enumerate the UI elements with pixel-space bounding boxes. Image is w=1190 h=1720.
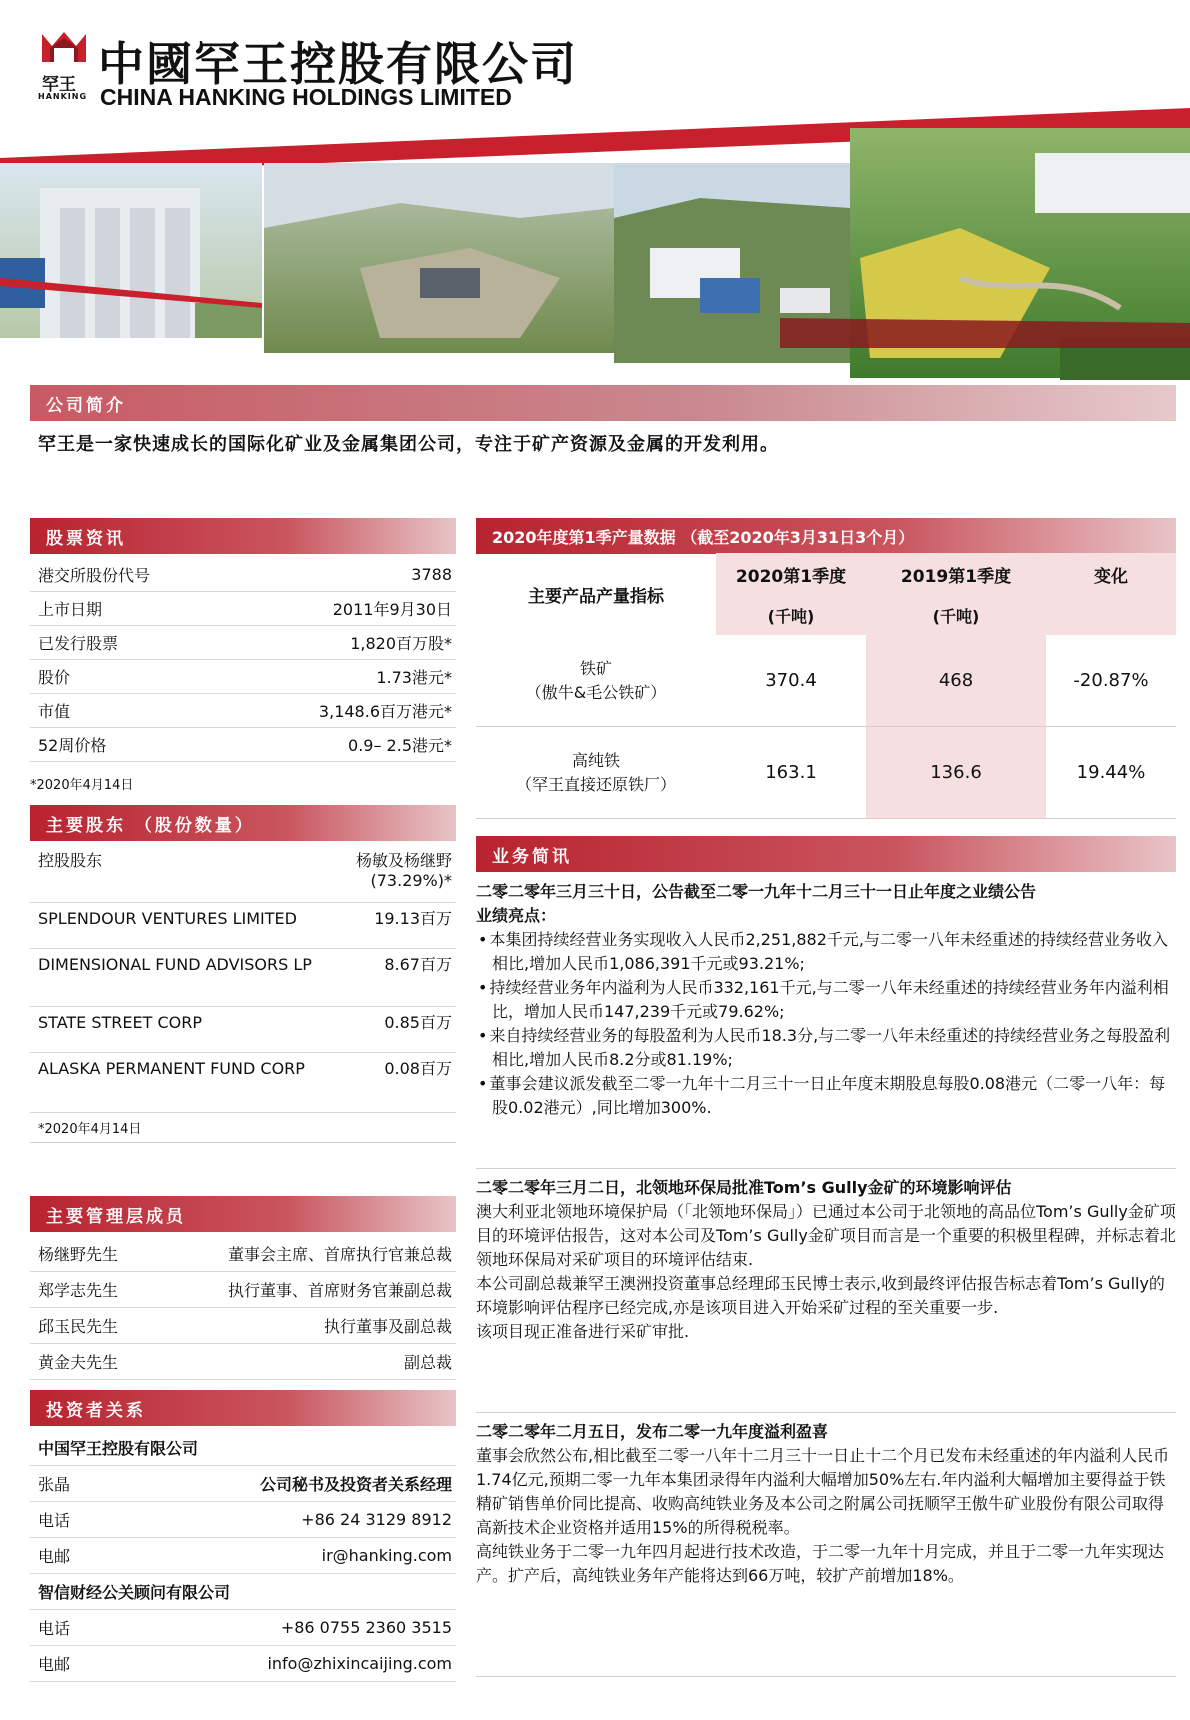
list-item: • 持续经营业务年内溢利为人民币332,161千元,与二零一八年未经重述的持续经营业务年内溢利相比，增加人民币147,239千元或79.62%; [476, 976, 1176, 1024]
profile-section-header: 公司简介 [30, 385, 1176, 421]
manager-row [30, 1308, 456, 1344]
table-header-2019: 2019第1季度 [866, 553, 1046, 595]
company-en-name: CHINA HANKING HOLDINGS LIMITED [100, 84, 512, 110]
news-paragraph: 本公司副总裁兼罕王澳洲投资董事总经理邱玉民博士表示,收到最终评估报告标志着Tom’s Gully的环境影响评估程序已经完成,亦是该项目进入开始采矿过程的至关重要一步. [476, 1274, 1165, 1317]
stock-row [30, 660, 456, 694]
product-name: 铁矿 [579, 658, 612, 678]
news-item-toms-gully [476, 1176, 1176, 1344]
divider [30, 1142, 456, 1143]
news-headline: 二零二零年三月二日，北领地环保局批准Tom’s Gully金矿的环境影响评估 [476, 1178, 1012, 1197]
stock-label: 52周价格 [38, 736, 107, 755]
manager-row [30, 1344, 456, 1380]
shareholder-value: 0.08百万 [384, 1059, 452, 1078]
ir-row [30, 1646, 456, 1682]
manager-name: 黄金夫先生 [38, 1353, 119, 1372]
ir-phone: +86 0755 2360 3515 [280, 1618, 452, 1637]
divider [476, 1676, 1176, 1677]
table-unit-2019: (千吨) [866, 595, 1046, 635]
highlights-list [476, 928, 1176, 1120]
ir-company [30, 1430, 456, 1466]
table-header-indicator: 主要产品产量指标 [528, 586, 664, 607]
shareholder-name: ALASKA PERMANENT FUND CORP [38, 1059, 305, 1078]
stock-value: 3788 [411, 565, 452, 584]
table-unit-change [1046, 595, 1176, 635]
table-row-name [476, 635, 716, 727]
news-subheading: 业绩亮点： [476, 906, 557, 925]
stock-value: 3,148.6百万港元* [318, 702, 452, 721]
divider [476, 1412, 1176, 1413]
manager-row [30, 1272, 456, 1308]
table-cell-2020: 163.1 [716, 727, 866, 819]
table-unit-2020: (千吨) [716, 595, 866, 635]
shareholder-name: SPLENDOUR VENTURES LIMITED [38, 909, 297, 928]
shareholder-row [30, 1007, 456, 1053]
news-paragraph: 澳大利亚北领地环境保护局（「北领地环保局」）已通过本公司于北领地的高品位Tom’s Gully金矿项目的环境评估报告，这对本公司及Tom’s Gully金矿项目而言是一个重要的积极里程碑，并标志着北领地环保局对采矿项目的环境评估结束. [476, 1202, 1176, 1269]
shareholder-value: 0.85百万 [384, 1013, 452, 1032]
stock-label: 上市日期 [38, 600, 103, 619]
news-paragraph: 该项目现正准备进行采矿审批. [476, 1322, 690, 1341]
stock-value: 2011年9月30日 [332, 600, 452, 619]
ir-row [30, 1466, 456, 1502]
stock-value: 1,820百万股* [350, 634, 452, 653]
table-header-change: 变化 [1046, 553, 1176, 595]
shareholder-value: 8.67百万 [384, 955, 452, 974]
stock-row [30, 694, 456, 728]
shareholder-value: 19.13百万 [374, 909, 452, 928]
stock-label: 已发行股票 [38, 634, 119, 653]
stock-row [30, 558, 456, 592]
profile-text: 罕王是一家快速成长的国际化矿业及金属集团公司，专注于矿产资源及金属的开发利用。 [38, 434, 779, 455]
ir-email-link[interactable]: ir@hanking.com [321, 1546, 452, 1565]
shareholder-name: 控股股东 [38, 851, 103, 870]
ir-company [30, 1574, 456, 1610]
list-item: • 来自持续经营业务的每股盈利为人民币18.3分,与二零一八年未经重述的持续经营业务之每股盈利相比,增加人民币8.2分或81.19%; [476, 1024, 1176, 1072]
manager-name: 邱玉民先生 [38, 1317, 119, 1336]
ir-section-header: 投资者关系 [30, 1390, 456, 1426]
stock-row [30, 592, 456, 626]
ir-label: 电邮 [38, 1655, 71, 1674]
logo-cn-text: 罕王 [42, 75, 76, 95]
ir-label: 张晶 [38, 1475, 71, 1494]
table-header-2020: 2020第1季度 [716, 553, 866, 595]
ir-row [30, 1502, 456, 1538]
logo-en-text: HANKING [38, 92, 88, 101]
stock-value: 0.9– 2.5港元* [348, 736, 452, 755]
manager-row [30, 1236, 456, 1272]
manager-role: 执行董事及副总裁 [323, 1317, 452, 1336]
news-item-results [476, 880, 1176, 1120]
stock-label: 股价 [38, 668, 71, 687]
management-section-header: 主要管理层成员 [30, 1196, 456, 1232]
ir-value: 公司秘书及投资者关系经理 [259, 1475, 452, 1494]
table-cell-2019: 468 [866, 635, 1046, 727]
shareholders-note: *2020年4月14日 [38, 1122, 142, 1137]
stock-label: 港交所股份代号 [38, 566, 151, 585]
ir-company-name: 中国罕王控股有限公司 [38, 1439, 199, 1458]
shareholder-row [30, 903, 456, 949]
news-paragraph: 董事会欣然公布,相比截至二零一八年十二月三十一日止十二个月已发布未经重述的年内溢利人民币1.74亿元,预期二零一九年本集团录得年内溢利大幅增加50%左右.年内溢利大幅增加主要得益于铁精矿销售单价同比提高、收购高纯铁业务及本公司之附属公司抚顺罕王傲牛矿业股份有限公司取得高新技术企业资格并适用15%的所得税税率。 [476, 1446, 1170, 1537]
business-section-header: 业务简讯 [476, 836, 1176, 872]
ir-label: 电话 [38, 1619, 71, 1638]
stock-label: 市值 [38, 702, 71, 721]
stock-note: *2020年4月14日 [30, 778, 134, 793]
ir-row [30, 1538, 456, 1574]
product-name: 高纯铁 [571, 750, 620, 770]
shareholder-row [30, 845, 456, 903]
shareholders-section-header: 主要股东 （股份数量） [30, 805, 456, 841]
ir-label: 电话 [38, 1511, 71, 1530]
shareholder-value: 杨敏及杨继野 (73.29%)* [355, 851, 452, 890]
ir-email-link[interactable]: info@zhixincaijing.com [267, 1654, 452, 1673]
shareholder-row [30, 949, 456, 1007]
ir-phone: +86 24 3129 8912 [301, 1510, 452, 1529]
news-headline: 二零二零年三月三十日，公告截至二零一九年十二月三十一日止年度之业绩公告 [476, 882, 1037, 901]
table-cell-2020: 370.4 [716, 635, 866, 727]
stock-section-header: 股票资讯 [30, 518, 456, 554]
news-item-profit-alert [476, 1420, 1176, 1588]
table-cell-2019: 136.6 [866, 727, 1046, 819]
table-cell-change: 19.44% [1046, 727, 1176, 819]
shareholder-row [30, 1053, 456, 1113]
ir-row [30, 1610, 456, 1646]
shareholder-name: STATE STREET CORP [38, 1013, 203, 1032]
company-cn-name: 中國罕王控股有限公司 [98, 37, 578, 91]
stock-row [30, 626, 456, 660]
mine-site-photo-banner [0, 108, 1190, 380]
ir-company-name: 智信财经公关顾问有限公司 [38, 1583, 231, 1602]
list-item: • 本集团持续经营业务实现收入人民币2,251,882千元,与二零一八年未经重述的持续经营业务收入相比,增加人民币1,086,391千元或93.21%; [476, 928, 1176, 976]
manager-name: 杨继野先生 [38, 1245, 119, 1264]
news-paragraph: 高纯铁业务于二零一九年四月起进行技术改造，于二零一九年十月完成，并且于二零一九年实现达产。扩产后，高纯铁业务年产能将达到66万吨，较扩产前增加18%。 [476, 1542, 1165, 1585]
shareholder-name: DIMENSIONAL FUND ADVISORS LP [38, 955, 312, 974]
list-item: • 董事会建议派发截至二零一九年十二月三十一日止年度末期股息每股0.08港元（二零一八年：每股0.02港元）,同比增加300%. [476, 1072, 1176, 1120]
news-headline: 二零二零年二月五日，发布二零一九年度溢利盈喜 [476, 1422, 829, 1441]
production-section-header: 2020年度第1季产量数据 （截至2020年3月31日3个月） [476, 518, 1176, 554]
divider [476, 1168, 1176, 1169]
stock-value: 1.73港元* [376, 668, 452, 687]
manager-role: 执行董事、首席财务官兼副总裁 [227, 1281, 452, 1300]
table-row-name [476, 727, 716, 819]
table-cell-change: -20.87% [1046, 635, 1176, 727]
manager-role: 副总裁 [403, 1353, 452, 1372]
product-source: （傲牛&毛公铁矿） [525, 682, 667, 702]
manager-name: 郑学志先生 [38, 1281, 119, 1300]
manager-role: 董事会主席、首席执行官兼总裁 [227, 1245, 452, 1264]
ir-label: 电邮 [38, 1547, 71, 1566]
stock-row [30, 728, 456, 762]
product-source: （罕王直接还原铁厂） [515, 774, 676, 794]
